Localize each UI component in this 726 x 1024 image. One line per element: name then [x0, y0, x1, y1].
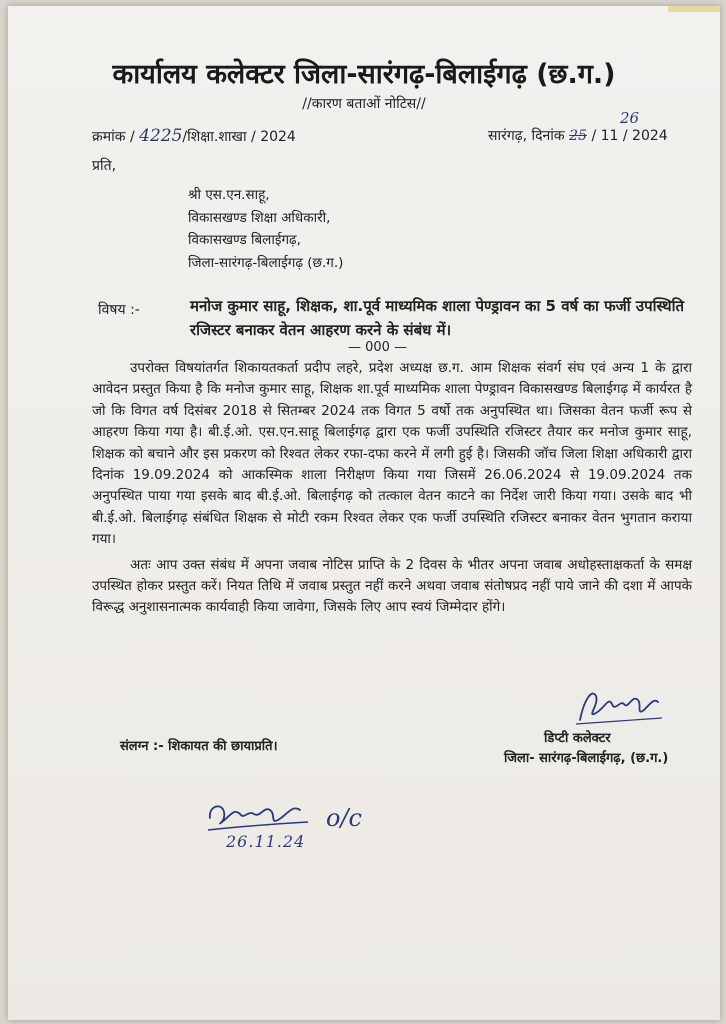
subject-label: विषय :- — [98, 302, 140, 318]
reference-number — [92, 126, 296, 146]
receipt-signature — [204, 796, 314, 836]
to-label: प्रति, — [92, 158, 117, 174]
recipient-line: श्री एस.एन.साहू, — [188, 187, 270, 203]
body-paragraph: अतः आप उक्त संबंध में अपना जवाब नोटिस प्राप्ति के 2 दिवस के भीतर अपना जवाब अधोहस्ताक्षकर्ता के समक्ष उपस्थित होकर प्रस्तुत करें। नियत तिथि में जवाब प्रस्तुत नहीं करने अथवा जवाब संतोषप्रद नहीं पाये जाने की दशा में आपके विरूद्ध अनुशासनात्मक कार्यवाही किया जावेगा, जिसके लिए आप स्वयं जिम्मेदार होंगे। — [92, 556, 692, 616]
signatory-district: जिला- सारंगढ़-बिलाईगढ़, (छ.ग.) — [504, 751, 669, 766]
enclosure-note: संलग्न :- शिकायत की छायाप्रति। — [120, 739, 278, 754]
date-handwritten: 26 — [620, 109, 640, 127]
place-date — [488, 126, 668, 145]
subject-text: मनोज कुमार साहू, शिक्षक, शा.पूर्व माध्यमिक शाला पेण्ड्रावन का 5 वर्ष का फर्जी उपस्थिति रजिस्टर बनाकर वेतन आहरण करने के संबंध में। — [190, 297, 685, 339]
notice-body — [92, 358, 692, 619]
reference-number-handwritten: 4225 — [139, 126, 183, 146]
reference-suffix: /शिक्षा.शाखा / 2024 — [182, 129, 296, 145]
recipient-address — [188, 184, 343, 274]
recipient-line: विकासखण्ड बिलाईगढ़, — [188, 232, 301, 248]
recipient-line: जिला-सारंगढ़-बिलाईगढ़ (छ.ग.) — [188, 254, 344, 271]
receipt-date: 26.11.24 — [226, 832, 306, 851]
office-copy-mark: o/c — [326, 804, 362, 832]
body-paragraph: उपरोक्त विषयांतर्गत शिकायतकर्ता प्रदीप लहरे, प्रदेश अध्यक्ष छ.ग. आम शिक्षक संवर्ग संघ एवं अन्य 1 के द्वारा आवेदन प्रस्तुत किया है कि मनोज कुमार साहू, शिक्षक शा.पूर्व माध्यमिक शाला पेण्ड्रावन विकासखण्ड बिलाईगढ़ में कार्यरत है जो कि विगत वर्ष दिसंबर 2018 से सितम्बर 2024 तक विगत 5 वर्षो तक अनुपस्थित था। जिसका वेतन फर्जी रूप से आहरण किया गया है। बी.ई.ओ. एस.एन.साहू बिलाईगढ़ द्वारा एक फर्जी उपस्थिति रजिस्टर तैयार कर मनोज कुमार साहू, शिक्षक को बचाने और इस प्रकरण को रिश्वत लेकर रफा-दफा करने में लगी हुई है। जिसकी जॉच जिला शिक्षा अधिकारी द्वारा दिनांक 19.09.2024 को आकस्मिक शाला निरीक्षण किया गया जिसमें 26.06.2024 से 19.09.2024 तक अनुपस्थित पाया गया इसके बाद बी.ई.ओ. बिलाईगढ़ को तत्काल वेतन काटने का निर्देश जारी किया गया। उसके बाद भी बी.ई.ओ. बिलाईगढ़ संबंधित शिक्षक से मोटी रकम रिश्वत लेकर एक फर्जी उपस्थिति रजिस्टर बनाकर वेतन भुगतान कराया गया। — [92, 360, 692, 548]
reference-prefix: क्रमांक / — [92, 129, 135, 145]
recipient-line: विकासखण्ड शिक्षा अधिकारी, — [188, 209, 331, 226]
date-month-year: / 11 / 2024 — [591, 128, 668, 144]
signatory-title: डिप्टी कलेक्टर — [544, 731, 611, 746]
document-page — [8, 6, 720, 1020]
notice-type: //कारण बताओं नोटिस// — [302, 96, 426, 112]
date-day: 25 — [569, 128, 587, 144]
office-header: कार्यालय कलेक्टर जिला-सारंगढ़-बिलाईगढ़ (छ.ग.) — [112, 59, 616, 90]
section-divider: — 000 — — [348, 340, 408, 355]
handwritten-signature — [574, 682, 664, 728]
place-date-label: सारंगढ़, दिनांक — [488, 128, 565, 144]
paper-corner-tab — [668, 6, 720, 12]
